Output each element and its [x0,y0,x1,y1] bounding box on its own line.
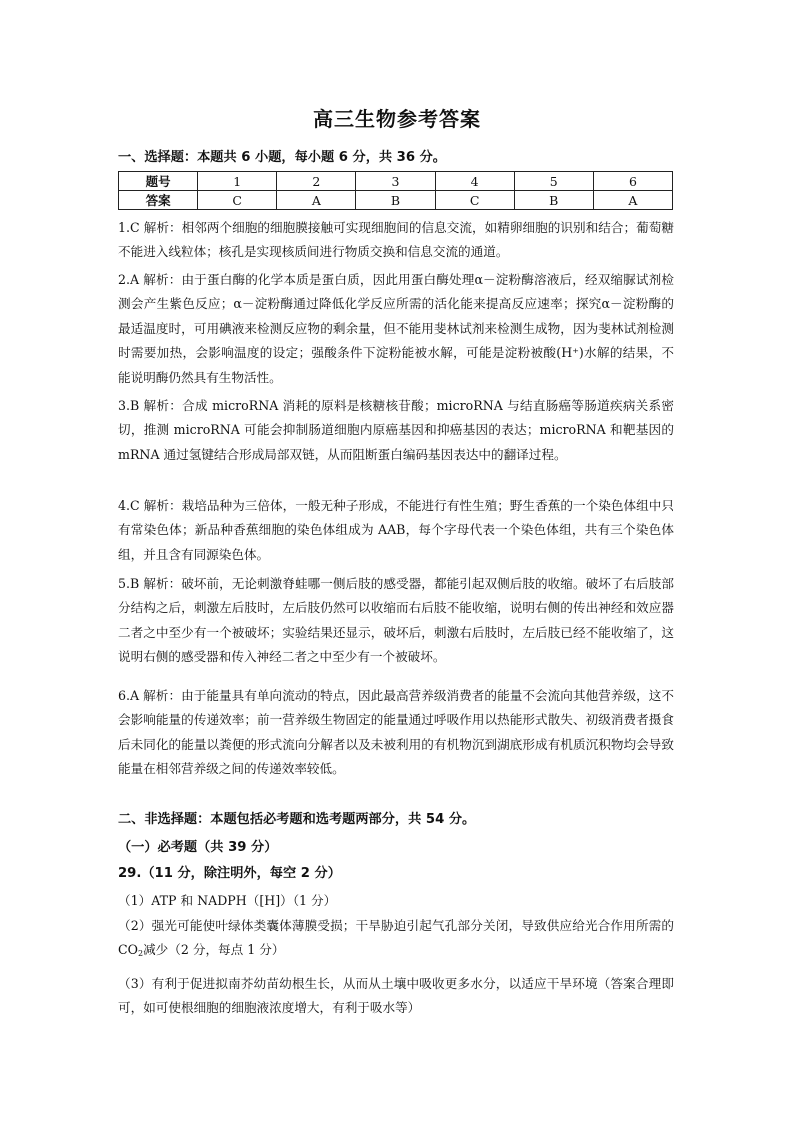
q29-answer-2-text: （2）强光可能使叶绿体类囊体薄膜受损；干旱胁迫引起气孔部分关闭，导致供应给光合作用所需的 CO [118,918,674,958]
question-number: 4 [435,172,514,191]
question-number: 5 [514,172,593,191]
question-29-heading: 29.（11 分，除注明外，每空 2 分） [118,866,341,881]
table-row-answers [119,191,673,210]
question-number: 2 [277,172,356,191]
answer-cell: B [514,191,593,210]
explanation-5: 5.B 解析：破坏前，无论刺激脊蛙哪一侧后肢的感受器，都能引起双侧后肢的收缩。破坏了右后肢部分结构之后，刺激左后肢时，左后肢仍然可以收缩而右后肢不能收缩，说明右侧的传出神经和效应器二者之中至少有一个被破坏；实验结果还显示，破坏后，刺激右后肢时，左后肢已经不能收缩了，这说明右侧的感受器和传入神经二者之中至少有一个被破坏。 [118,576,674,665]
table-row-label: 答案 [119,191,198,210]
co2-subscript: 2 [137,949,144,959]
q29-answer-2-text-end: 减少（2 分，每点 1 分） [143,942,285,958]
answer-table [118,171,673,210]
explanation-1: 1.C 解析：相邻两个细胞的细胞膜接触可实现细胞间的信息交流，如精卵细胞的识别和结合；葡萄糖不能进入线粒体；核孔是实现核质间进行物质交换和信息交流的通道。 [118,220,674,260]
question-number: 3 [356,172,435,191]
answer-cell: C [435,191,514,210]
section2-heading: 二、非选择题：本题包括必考题和选考题两部分，共 54 分。 [118,812,476,827]
answer-cell: A [277,191,356,210]
q29-answer-3: （3）有利于促进拟南芥幼苗幼根生长，从而从土壤中吸收更多水分，以适应干旱环境（答案合理即可，如可使根细胞的细胞液浓度增大，有利于吸水等） [118,976,674,1016]
explanation-6: 6.A 解析：由于能量具有单向流动的特点，因此最高营养级消费者的能量不会流向其他营养级，这不会影响能量的传递效率；前一营养级生物固定的能量通过呼吸作用以热能形式散失、初级消费者摄食后未同化的能量以粪便的形式流向分解者以及未被利用的有机物沉到湖底形成有机质沉积物均会导致能量在相邻营养级之间的传递效率较低。 [118,688,674,777]
answer-cell: C [198,191,277,210]
section1-heading: 一、选择题：本题共 6 小题，每小题 6 分，共 36 分。 [118,150,446,165]
question-number: 1 [198,172,277,191]
page-title: 高三生物参考答案 [313,107,481,131]
required-questions-heading: （一）必考题（共 39 分） [118,840,278,855]
explanation-2: 2.A 解析：由于蛋白酶的化学本质是蛋白质，因此用蛋白酶处理α－淀粉酶溶液后，经双缩脲试剂检测会产生紫色反应；α－淀粉酶通过降低化学反应所需的活化能来提高反应速率；探究α－淀粉酶的最适温度时，可用碘液来检测反应物的剩余量，但不能用斐林试剂来检测生成物，因为斐林试剂检测时需要加热，会影响温度的设定；强酸条件下淀粉能被水解，可能是淀粉被酸(H⁺)水解的结果，不能说明酶仍然具有生物活性。 [118,272,674,385]
table-row-label: 题号 [119,172,198,191]
q29-answer-1: （1）ATP 和 NADPH（[H]）（1 分） [118,893,337,908]
q29-answer-2 [118,914,674,967]
explanation-4: 4.C 解析：栽培品种为三倍体，一般无种子形成，不能进行有性生殖；野生香蕉的一个染色体组中只有常染色体；新品种香蕉细胞的染色体组成为 AAB，每个字母代表一个染色体组，共有三个染色体组，并且含有同源染色体。 [118,498,674,562]
explanation-3: 3.B 解析：合成 microRNA 消耗的原料是核糖核苷酸；microRNA 与结直肠癌等肠道疾病关系密切，推测 microRNA 可能会抑制肠道细胞内原癌基因和抑癌基因的表达；microRNA 和靶基因的 mRNA 通过氢键结合形成局部双链，从而阻断蛋白编码基因表达中的翻译过程。 [118,398,674,462]
table-row-numbers [119,172,673,191]
answer-cell: B [356,191,435,210]
answer-cell: A [593,191,672,210]
question-number: 6 [593,172,672,191]
